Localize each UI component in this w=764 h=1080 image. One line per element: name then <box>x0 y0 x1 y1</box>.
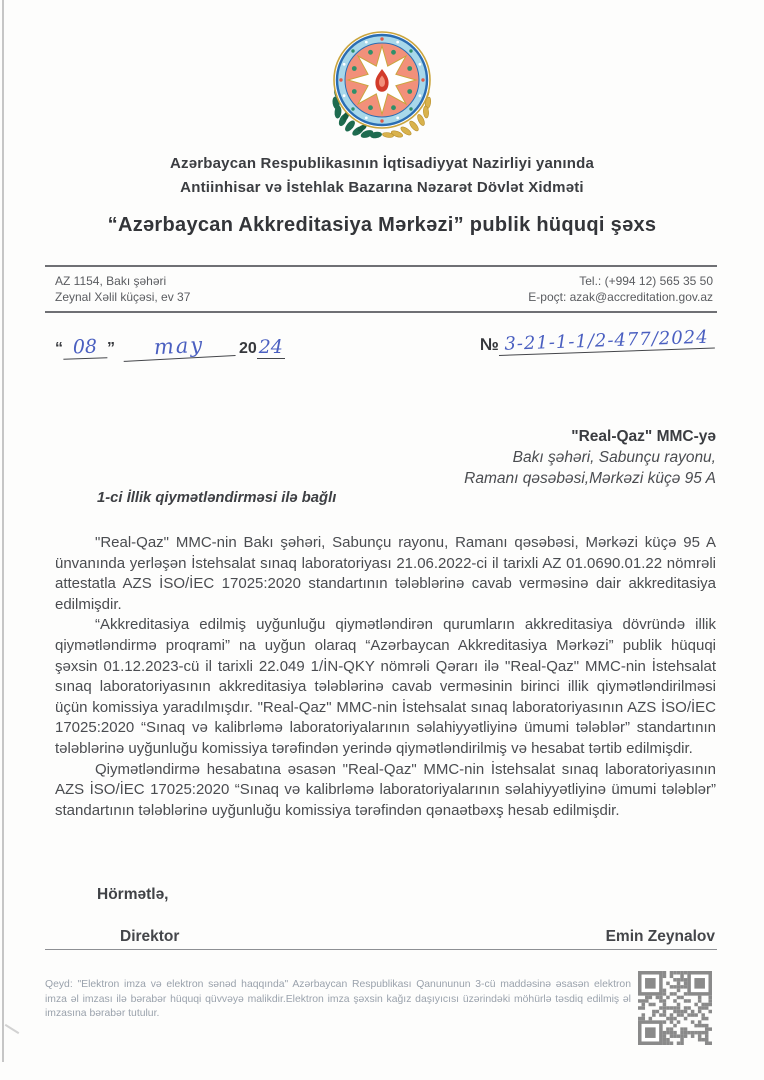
number-label: № <box>480 335 499 354</box>
sender-address-line1: AZ 1154, Bakı şəhəri <box>55 274 167 288</box>
closing-salutation: Hörmətlə, <box>97 886 169 903</box>
signer-role: Direktor <box>120 928 180 945</box>
signature-row <box>45 928 717 950</box>
recipient-name: "Real-Qaz" MMC-yə <box>571 428 716 445</box>
handwritten-day: 08 <box>63 335 108 360</box>
signer-name: Emin Zeynalov <box>605 928 715 945</box>
azerbaijan-state-emblem-icon <box>327 28 437 140</box>
org-header <box>0 152 764 200</box>
org-line-2: Antiinhisar və İstehlak Bazarına Nəzarət Dövlət Xidməti <box>180 179 584 196</box>
recipient-block <box>464 426 716 489</box>
body-paragraph-2: “Akkreditasiya edilmiş uyğunluğu qiymətləndirən qurumların akkreditasiya dövründə illik qiymətləndirmə proqrami” na uyğun olaraq “Azərbaycan Akkreditasiya Mərkəzi” publik hüquqi şəxsin 01.12.2023-cü il tarixli 22.049 1/İN-QKY nömrəli Qərarı ilə "Real-Qaz" MMC-nin İstehsalat sınaq laboratoriyasının akkreditasiya tələblərinə cavab verməsinin birinci illik qiymətləndirilməsi üçün komissiya yaradılmışdır. "Real-Qaz" MMC-nin İstehsalat sınaq laboratoriyasının AZS İSO/İEC 17025:2020 “Sınaq və kalibrləmə laboratoriyalarının səlahiyyətliyinə ümumi tələblər” standartının tələblərinə uyğunluğu komissiya tərəfindən yerində qiymətləndirilmiş və hesabat tərtib edilmişdir. <box>55 616 716 757</box>
body-paragraph-1: "Real-Qaz" MMC-nin Bakı şəhəri, Sabunçu rayonu, Ramanı qəsəbəsi, Mərkəzi küçə 95 A ünvanında yerləşən İstehsalat sınaq laboratoriyası 21.06.2022-ci il tarixli AZ 01.0690.01.22 nömrəli attestatla AZS İSO/İEC 17025:2020 standartının tələblərinə cavab verməsinə dair akkreditasiya edilmişdir. <box>55 534 716 613</box>
body-paragraph-3: Qiymətləndirmə hesabatına əsasən "Real-Qaz" MMC-nin İstehsalat sınaq laboratoriyasının AZS İSO/İEC 17025:2020 “Sınaq və kalibrləmə laboratoriyalarının səlahiyyətliyinə ümumi tələblər” standartının tələblərinə uyğunluğu komissiya tərəfindən qənaətbəxş hesab edilmişdir. <box>55 760 716 819</box>
sender-address-line2: Zeynal Xəlil küçəsi, ev 37 <box>55 290 191 304</box>
number-field <box>480 326 715 356</box>
handwritten-year: 24 <box>258 336 283 358</box>
subject-line: 1-ci İllik qiymətləndirməsi ilə bağlı <box>97 490 337 506</box>
printed-year-prefix: 20 <box>239 340 257 357</box>
handwritten-month: may <box>122 331 235 362</box>
footer-note-line1: Qeyd: "Elektron imza və elektron sənəd haqqında" Azərbaycan Respublikası Qanununun 3-cü maddəsinə əsasən elektron imza əl imzası ilə <box>45 979 631 1005</box>
footer-note <box>45 978 631 1022</box>
handwritten-number: 3-21-1-1/2-477/2024 <box>498 326 715 356</box>
letter-body <box>55 533 716 821</box>
sender-contact <box>528 273 717 305</box>
scan-artifact <box>5 1024 20 1034</box>
date-open-quote: “ <box>55 340 63 357</box>
date-field <box>55 334 285 359</box>
footer-note-line2: bərabər hüquqi qüvvəyə malikdir.Elektron imza şəxsin kağız daşıyıcısı üzərindəki möhürlə təsdiq edilmiş əl imzasına bərabər tutulur. <box>45 993 631 1019</box>
sender-email: E-poçt: azak@accreditation.gov.az <box>528 290 713 304</box>
sender-address <box>45 273 190 305</box>
contact-band <box>45 265 717 313</box>
date-close-quote: ” <box>107 340 115 357</box>
sender-tel: Tel.: (+994 12) 565 35 50 <box>579 274 713 288</box>
recipient-address-line2: Ramanı qəsəbəsi,Mərkəzi küçə 95 A <box>464 470 716 487</box>
org-line-1: Azərbaycan Respublikasının İqtisadiyyat Nazirliyi yanında <box>169 155 595 172</box>
page-title: “Azərbaycan Akkreditasiya Mərkəzi” publik hüquqi şəxs <box>107 214 657 236</box>
dateline <box>55 326 717 368</box>
qr-code-icon <box>638 971 712 1045</box>
recipient-address-line1: Bakı şəhəri, Sabunçu rayonu, <box>512 449 716 466</box>
